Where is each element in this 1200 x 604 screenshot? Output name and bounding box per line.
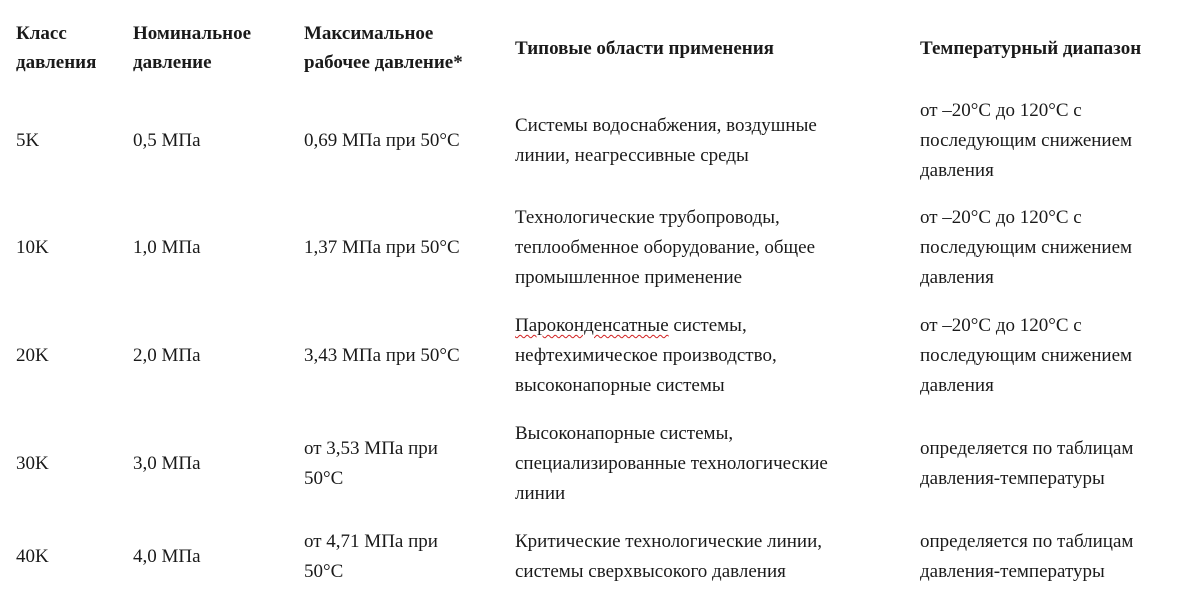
row-10k-class: 10K bbox=[16, 237, 49, 258]
row-5k-class: 5K bbox=[16, 130, 40, 151]
row-10k-temperature bbox=[920, 203, 1132, 293]
row-40k-max-pressure bbox=[304, 527, 438, 587]
cell-text-line: Технологические трубопроводы, bbox=[515, 207, 780, 228]
cell-text-fragment: системы, bbox=[668, 315, 747, 336]
row-5k-max-pressure bbox=[304, 126, 460, 156]
cell-text-line: линии, неагрессивные среды bbox=[515, 145, 749, 166]
cell-text-line: последующим снижением bbox=[920, 237, 1133, 258]
cell-text-line: давления bbox=[920, 375, 994, 396]
row-30k-class: 30K bbox=[16, 453, 49, 474]
cell-text-line: нефтехимическое производство, bbox=[515, 345, 777, 366]
cell-text-line: давления bbox=[920, 267, 994, 288]
row-30k-nominal: 3,0 МПа bbox=[133, 453, 201, 474]
header-text-line: Номинальное bbox=[133, 23, 252, 44]
cell-text-line: давления-температуры bbox=[920, 561, 1105, 582]
row-30k-max-pressure bbox=[304, 434, 438, 494]
cell-text-line: линии bbox=[515, 483, 566, 504]
cell-text-line: определяется по таблицам bbox=[920, 438, 1134, 459]
row-20k-temperature bbox=[920, 311, 1132, 401]
cell-text-line: промышленное применение bbox=[515, 267, 743, 288]
header-text-line: Класс bbox=[16, 23, 67, 44]
row-20k-nominal: 2,0 МПа bbox=[133, 345, 201, 366]
cell-text-line: специализированные технологические bbox=[515, 453, 828, 474]
cell-text-line: давления bbox=[920, 160, 994, 181]
cell-text-line: последующим снижением bbox=[920, 130, 1133, 151]
header-nominal-pressure bbox=[133, 19, 251, 77]
row-10k-nominal: 1,0 МПа bbox=[133, 237, 201, 258]
cell-text-line: 3,43 МПа при 50°C bbox=[304, 345, 460, 366]
cell-text-line: высоконапорные системы bbox=[515, 375, 725, 396]
header-temperature-range bbox=[920, 34, 1141, 63]
header-max-working-pressure bbox=[304, 19, 463, 77]
cell-text-line: теплообменное оборудование, общее bbox=[515, 237, 816, 258]
cell-text-line: от 3,53 МПа при bbox=[304, 438, 438, 459]
cell-text-line: от –20°C до 120°C с bbox=[920, 100, 1082, 121]
cell-text-line: 0,69 МПа при 50°C bbox=[304, 130, 460, 151]
cell-text-line: давления-температуры bbox=[920, 468, 1105, 489]
row-40k-class: 40K bbox=[16, 546, 49, 567]
cell-text-line: от 4,71 МПа при bbox=[304, 531, 438, 552]
row-20k-class: 20K bbox=[16, 345, 49, 366]
header-applications bbox=[515, 34, 774, 63]
cell-text-line: 50°C bbox=[304, 468, 344, 489]
header-text-line: давления bbox=[16, 52, 97, 73]
row-30k-applications bbox=[515, 419, 828, 509]
header-text-line: давление bbox=[133, 52, 212, 73]
row-5k-nominal: 0,5 МПа bbox=[133, 130, 201, 151]
cell-text-line: последующим снижением bbox=[920, 345, 1133, 366]
spellcheck-flagged-word: Пароконденсатные bbox=[515, 315, 669, 336]
header-text-line: рабочее давление* bbox=[304, 52, 463, 73]
cell-text-line: определяется по таблицам bbox=[920, 531, 1134, 552]
cell-text-line: Критические технологические линии, bbox=[515, 531, 823, 552]
header-text-line: Типовые области применения bbox=[515, 38, 774, 59]
cell-text-line: 50°C bbox=[304, 561, 344, 582]
row-10k-max-pressure bbox=[304, 233, 460, 263]
row-40k-applications bbox=[515, 527, 822, 587]
row-5k-applications bbox=[515, 111, 817, 171]
header-text-line: Температурный диапазон bbox=[920, 38, 1142, 59]
row-5k-temperature bbox=[920, 96, 1132, 186]
cell-text-line: от –20°C до 120°C с bbox=[920, 315, 1082, 336]
cell-text-line: 1,37 МПа при 50°C bbox=[304, 237, 460, 258]
cell-text-line: от –20°C до 120°C с bbox=[920, 207, 1082, 228]
cell-text-line: Высоконапорные системы, bbox=[515, 423, 734, 444]
header-text-line: Максимальное bbox=[304, 23, 434, 44]
row-40k-temperature bbox=[920, 527, 1133, 587]
row-40k-nominal: 4,0 МПа bbox=[133, 546, 201, 567]
cell-text-line bbox=[515, 311, 777, 341]
cell-text-line: системы сверхвысокого давления bbox=[515, 561, 786, 582]
cell-text-line: Системы водоснабжения, воздушные bbox=[515, 115, 817, 136]
row-30k-temperature bbox=[920, 434, 1133, 494]
header-pressure-class bbox=[16, 19, 96, 77]
row-20k-max-pressure bbox=[304, 341, 460, 371]
row-20k-applications bbox=[515, 311, 777, 401]
row-10k-applications bbox=[515, 203, 815, 293]
